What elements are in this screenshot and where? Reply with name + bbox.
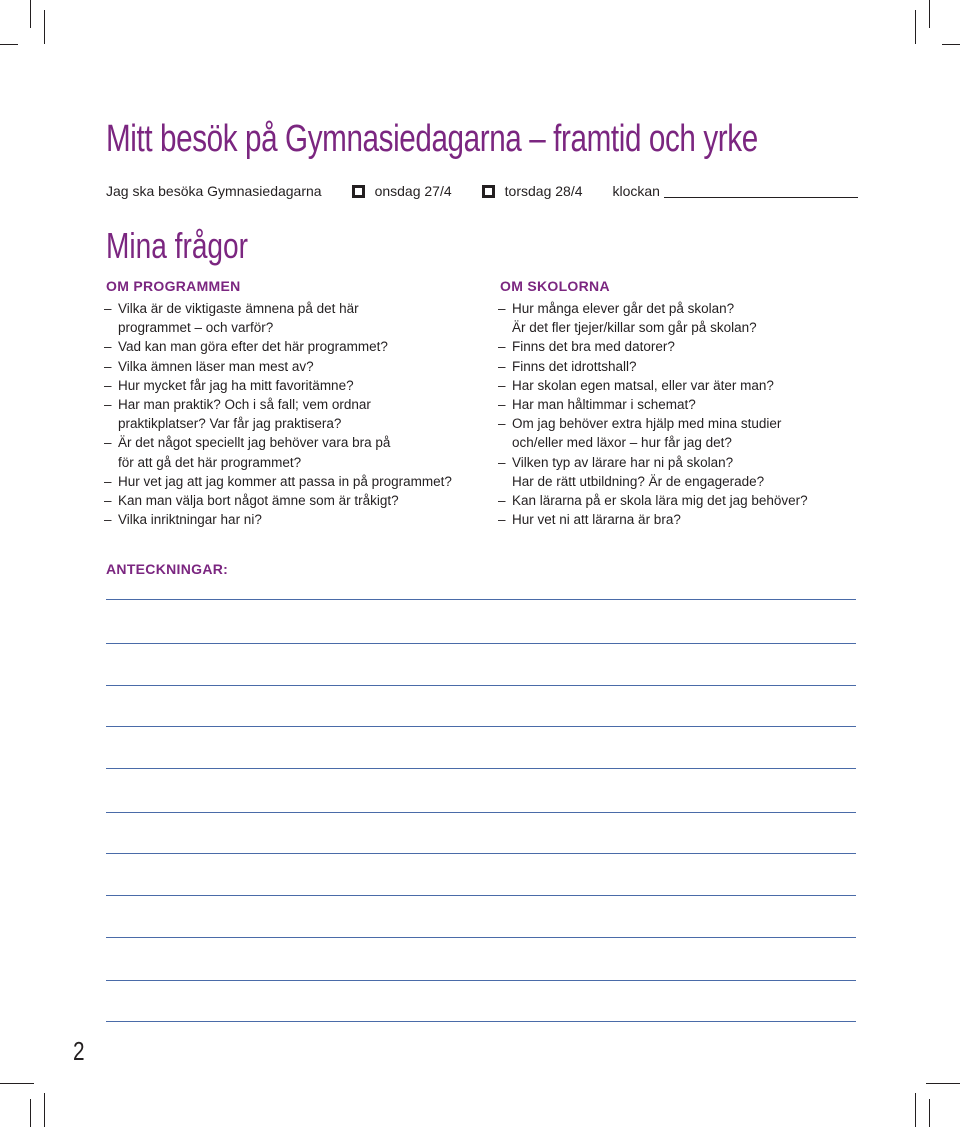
question-line: [106, 414, 486, 433]
note-line[interactable]: [106, 980, 856, 981]
question-text: Kan lärarna på er skola lära mig det jag behöver?: [512, 493, 808, 509]
program-questions: [106, 277, 486, 529]
question-line: [106, 453, 486, 472]
question-text: Finns det idrottshall?: [512, 358, 637, 374]
dash-bullet: –: [498, 339, 506, 355]
note-line[interactable]: [106, 599, 856, 600]
crop-mark: [929, 0, 930, 28]
question-text: Vad kan man göra efter det här programmet?: [118, 339, 388, 355]
checkbox-onsdag[interactable]: [352, 185, 365, 198]
crop-mark: [0, 44, 18, 45]
crop-mark: [44, 10, 45, 44]
question-line: [106, 376, 486, 395]
dash-bullet: –: [104, 397, 112, 413]
question-line: [106, 433, 486, 452]
dash-bullet: –: [104, 358, 112, 374]
question-text: Vilka inriktningar har ni?: [118, 512, 262, 528]
question-text: Är det något speciellt jag behöver vara bra på: [118, 435, 391, 451]
question-line: [106, 472, 486, 491]
question-line: [500, 337, 860, 356]
time-fill-line[interactable]: [664, 185, 858, 198]
question-line: [500, 433, 860, 452]
program-heading: OM PROGRAMMEN: [106, 278, 241, 294]
question-line: [106, 395, 486, 414]
program-question-list: [106, 299, 486, 529]
option-onsdag-label: onsdag 27/4: [374, 183, 452, 199]
question-line: [500, 357, 860, 376]
question-text: Om jag behöver extra hjälp med mina studier: [512, 416, 782, 432]
question-text: Vilka ämnen läser man mest av?: [118, 358, 314, 374]
dash-bullet: –: [498, 512, 506, 528]
crop-mark: [926, 1083, 960, 1084]
option-torsdag-label: torsdag 28/4: [504, 183, 583, 199]
question-text: praktikplatser? Var får jag praktisera?: [118, 416, 342, 432]
note-line[interactable]: [106, 768, 856, 769]
question-line: [500, 453, 860, 472]
question-line: [500, 395, 860, 414]
question-text: Hur vet jag att jag kommer att passa in på programmet?: [118, 473, 452, 489]
question-line: [500, 472, 860, 491]
questions-title: Mina frågor: [106, 225, 249, 266]
dash-bullet: –: [498, 454, 506, 470]
question-text: Har de rätt utbildning? Är de engagerade?: [512, 473, 765, 489]
crop-mark: [0, 1083, 34, 1084]
school-question-list: [500, 299, 860, 529]
note-line[interactable]: [106, 726, 856, 727]
question-text: Har skolan egen matsal, eller var äter man?: [512, 377, 774, 393]
dash-bullet: –: [498, 301, 506, 316]
question-text: Vilka är de viktigaste ämnena på det här: [118, 301, 359, 316]
question-line: [500, 376, 860, 395]
question-line: [500, 414, 860, 433]
question-text: Kan man välja bort något ämne som är tråkigt?: [118, 493, 399, 509]
schools-heading: OM SKOLORNA: [500, 278, 610, 294]
dash-bullet: –: [104, 473, 112, 489]
visit-selection: [106, 181, 858, 201]
question-line: [106, 510, 486, 529]
dash-bullet: –: [104, 339, 112, 355]
question-line: [106, 357, 486, 376]
dash-bullet: –: [104, 435, 112, 451]
question-line: [500, 318, 860, 337]
page-number: 2: [73, 1036, 85, 1066]
question-text: Har man håltimmar i schemat?: [512, 397, 696, 413]
school-questions: [500, 277, 860, 529]
question-text: programmet – och varför?: [118, 320, 274, 336]
dash-bullet: –: [104, 512, 112, 528]
checkbox-torsdag[interactable]: [482, 185, 495, 198]
dash-bullet: –: [104, 301, 112, 316]
question-text: för att gå det här programmet?: [118, 454, 302, 470]
question-text: Är det fler tjejer/killar som går på skolan?: [512, 320, 757, 336]
question-line: [106, 318, 486, 337]
question-line: [106, 337, 486, 356]
crop-mark: [915, 10, 916, 44]
question-line: [500, 491, 860, 510]
question-line: [500, 510, 860, 529]
note-line[interactable]: [106, 643, 856, 644]
dash-bullet: –: [498, 416, 506, 432]
crop-mark: [30, 1099, 31, 1127]
crop-mark: [929, 1099, 930, 1127]
question-text: Hur många elever går det på skolan?: [512, 301, 735, 316]
dash-bullet: –: [104, 493, 112, 509]
crop-mark: [942, 44, 960, 45]
notes-heading: ANTECKNINGAR:: [106, 561, 229, 577]
note-line[interactable]: [106, 685, 856, 686]
question-text: Vilken typ av lärare har ni på skolan?: [512, 454, 734, 470]
note-line[interactable]: [106, 895, 856, 896]
dash-bullet: –: [104, 377, 112, 393]
question-text: och/eller med läxor – hur får jag det?: [512, 435, 732, 451]
crop-mark: [44, 1093, 45, 1127]
crop-mark: [915, 1093, 916, 1127]
dash-bullet: –: [498, 358, 506, 374]
dash-bullet: –: [498, 377, 506, 393]
question-line: [106, 299, 486, 318]
note-line[interactable]: [106, 937, 856, 938]
question-line: [106, 491, 486, 510]
note-line[interactable]: [106, 853, 856, 854]
crop-mark: [30, 0, 31, 28]
time-label: klockan: [612, 183, 660, 199]
dash-bullet: –: [498, 493, 506, 509]
dash-bullet: –: [498, 397, 506, 413]
question-text: Hur mycket får jag ha mitt favoritämne?: [118, 377, 354, 393]
question-text: Har man praktik? Och i så fall; vem ordnar: [118, 397, 371, 413]
question-line: [500, 299, 860, 318]
visit-intro: Jag ska besöka Gymnasiedagarna: [106, 183, 322, 199]
question-text: Finns det bra med datorer?: [512, 339, 675, 355]
note-line[interactable]: [106, 812, 856, 813]
page-title: Mitt besök på Gymnasiedagarna – framtid och yrke: [106, 118, 758, 160]
note-line[interactable]: [106, 1021, 856, 1022]
question-text: Hur vet ni att lärarna är bra?: [512, 512, 681, 528]
